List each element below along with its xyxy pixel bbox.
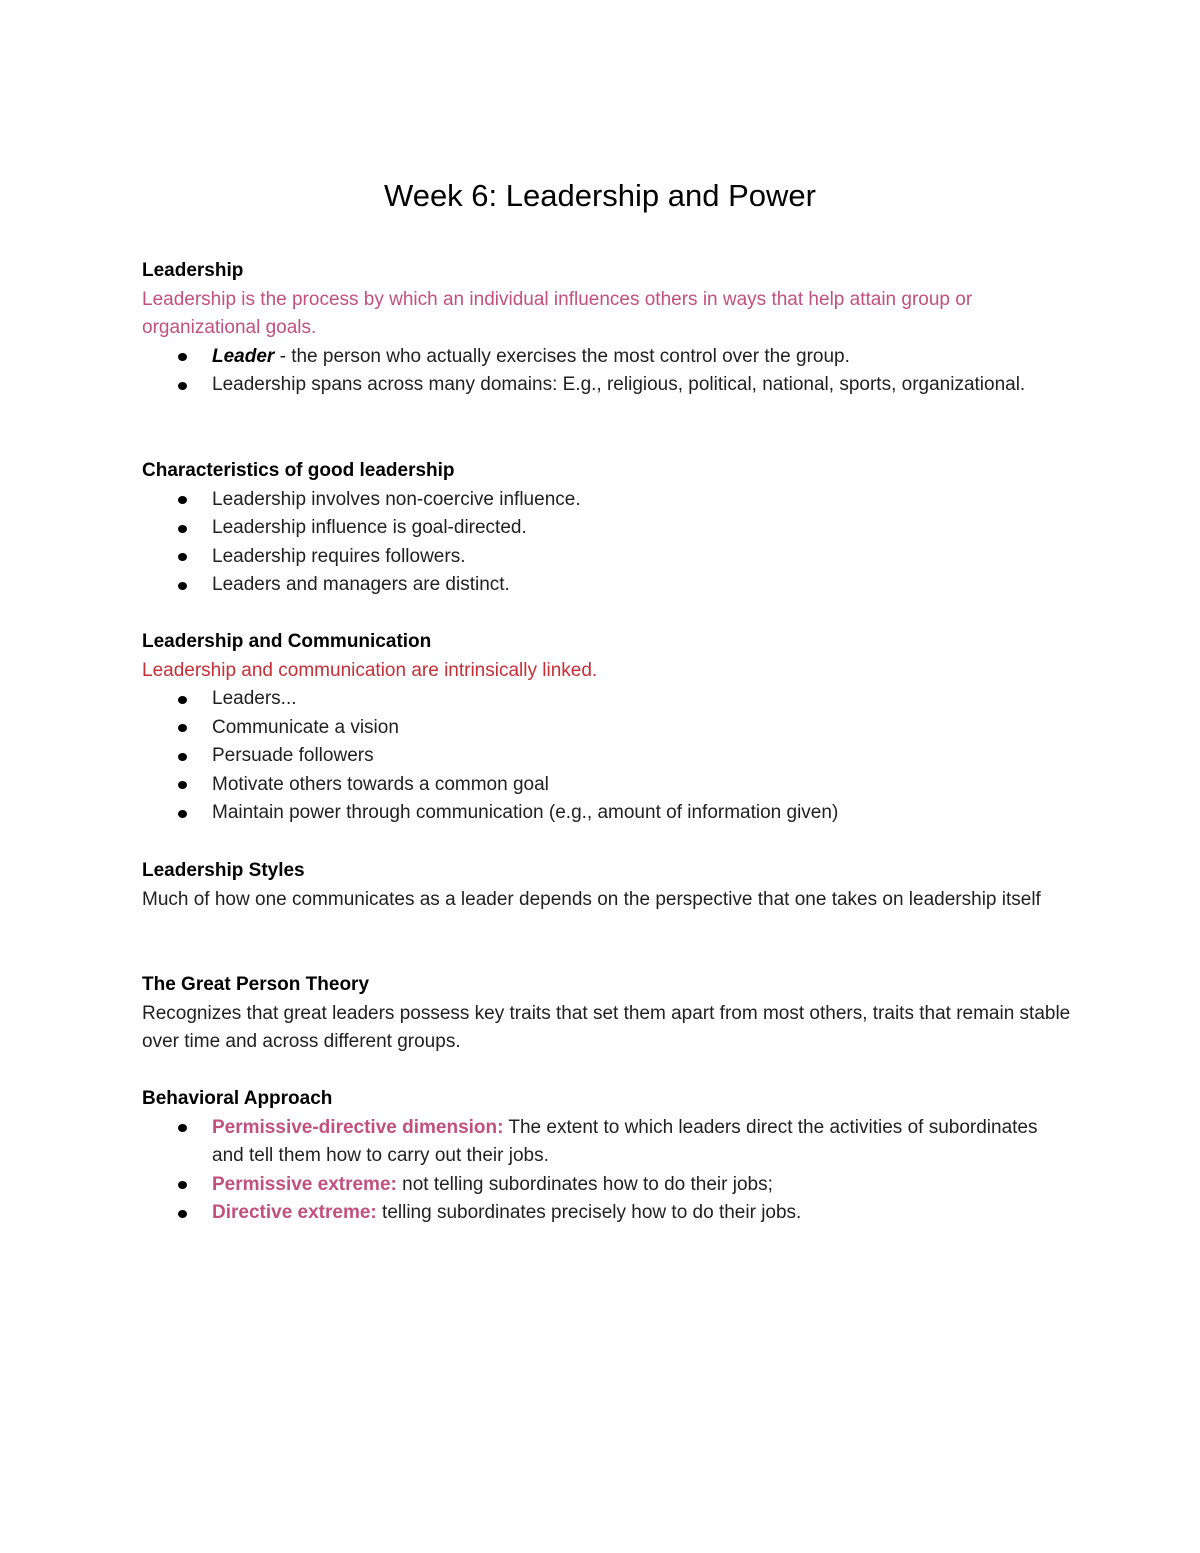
section-heading: Behavioral Approach: [142, 1088, 333, 1109]
list-item-text: Leadership influence is goal-directed.: [212, 517, 527, 538]
list-item: [142, 742, 1072, 771]
list-item: [142, 685, 1072, 714]
term-label: Permissive extreme:: [212, 1173, 397, 1195]
list-item-text: - the person who actually exercises the most control over the group.: [274, 345, 850, 367]
section-heading: Leadership: [142, 260, 244, 281]
leadership-definition: Leadership is the process by which an individual influences others in ways that help attain group or organizational goals.: [142, 288, 973, 338]
communication-definition: Leadership and communication are intrinsically linked.: [142, 659, 598, 681]
bullet-icon: [178, 582, 187, 590]
bullet-list: [142, 486, 1072, 600]
bullet-icon: [178, 1210, 187, 1218]
list-item: [142, 799, 1072, 828]
section-communication: [142, 628, 1072, 828]
list-item: [142, 343, 1072, 372]
bullet-list: [142, 343, 1072, 400]
list-item-text: not telling subordinates how to do their jobs;: [396, 1173, 773, 1195]
list-item-text: telling subordinates precisely how to do their jobs.: [376, 1202, 802, 1223]
bullet-list: [142, 685, 1072, 828]
list-item-text: The extent to which leaders direct the activities of subordinates and tell them how to carry out their jobs.: [212, 1116, 1038, 1166]
bullet-icon: [178, 353, 187, 361]
list-item-text: Motivate others towards a common goal: [212, 773, 549, 795]
bullet-icon: [178, 810, 187, 818]
section-heading: Characteristics of good leadership: [142, 460, 455, 481]
bullet-icon: [178, 753, 187, 761]
list-item: [142, 514, 1072, 543]
page-title: Week 6: Leadership and Power: [384, 178, 816, 213]
list-item-text: Leaders...: [212, 688, 297, 709]
section-behavioral: [142, 1085, 1072, 1228]
term-label: Permissive-directive dimension:: [212, 1116, 504, 1138]
list-item-text: Persuade followers: [212, 745, 374, 766]
bullet-icon: [178, 1124, 187, 1132]
bullet-icon: [178, 382, 187, 390]
bullet-icon: [178, 553, 187, 561]
section-heading: Leadership and Communication: [142, 631, 432, 652]
list-item: [142, 1114, 1072, 1171]
list-item-text: Maintain power through communication (e.g., amount of information given): [212, 802, 839, 823]
section-characteristics: [142, 457, 1072, 600]
list-item: [142, 771, 1072, 800]
bullet-icon: [178, 696, 187, 704]
list-item: [142, 543, 1072, 572]
section-text: Much of how one communicates as a leader depends on the perspective that one takes on leadership itself: [142, 888, 1041, 910]
list-item: [142, 571, 1072, 600]
list-item: [142, 714, 1072, 743]
bullet-icon: [178, 724, 187, 732]
section-heading: The Great Person Theory: [142, 974, 370, 995]
list-item: [142, 486, 1072, 515]
section-styles: [142, 857, 1072, 914]
term-label: Directive extreme:: [212, 1202, 377, 1223]
term-leader: Leader: [212, 345, 275, 367]
list-item-text: Leadership involves non-coercive influence.: [212, 488, 581, 510]
bullet-list: [142, 1114, 1072, 1228]
list-item-text: Leadership spans across many domains: E.g., religious, political, national, sports, organizational.: [212, 374, 1026, 395]
bullet-icon: [178, 1181, 187, 1189]
list-item: [142, 371, 1072, 400]
bullet-icon: [178, 496, 187, 504]
list-item-text: Leaders and managers are distinct.: [212, 574, 510, 595]
section-leadership: [142, 257, 1072, 400]
section-great-person: [142, 971, 1072, 1057]
list-item-text: Communicate a vision: [212, 716, 399, 738]
bullet-icon: [178, 781, 187, 789]
list-item: [142, 1171, 1072, 1200]
list-item: [142, 1199, 1072, 1228]
section-heading: Leadership Styles: [142, 860, 305, 881]
bullet-icon: [178, 525, 187, 533]
section-text: Recognizes that great leaders possess key traits that set them apart from most others, traits that remain stable over time and across different groups.: [142, 1002, 1071, 1052]
list-item-text: Leadership requires followers.: [212, 545, 466, 567]
